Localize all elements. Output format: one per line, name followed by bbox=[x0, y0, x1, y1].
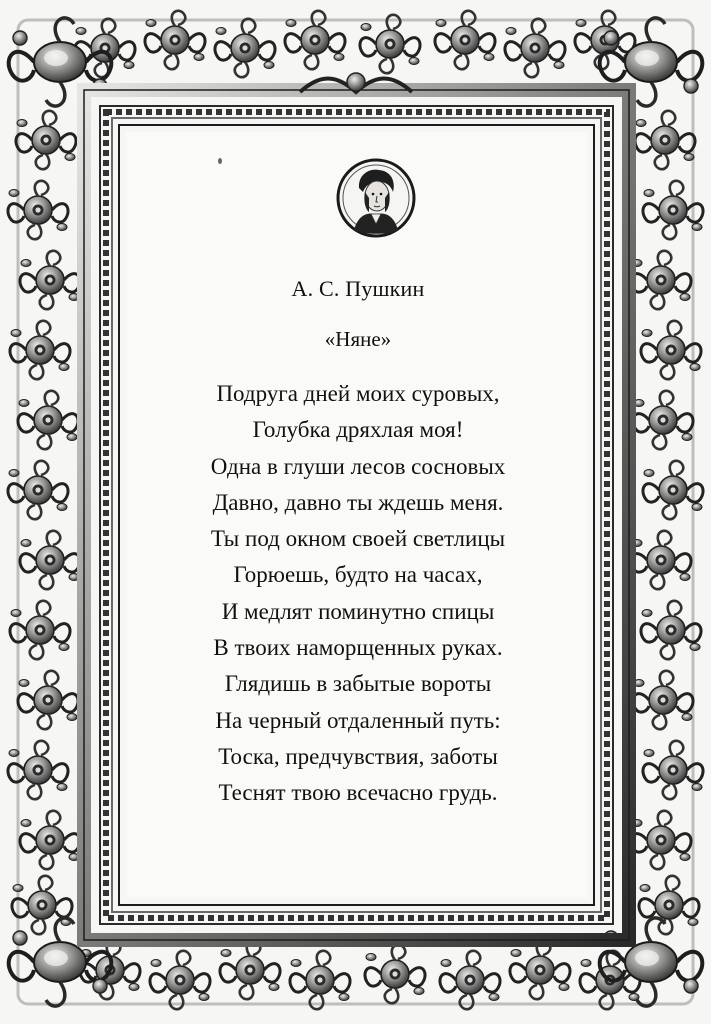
pushkin-portrait-icon bbox=[336, 158, 416, 238]
poem-title: «Няне» bbox=[324, 327, 392, 351]
poem-line: На черный отдаленный путь: bbox=[215, 707, 501, 733]
poem-line: Ты под окном своей светлицы bbox=[210, 526, 506, 552]
poem-panel bbox=[128, 138, 588, 886]
poem-author: А. С. Пушкин bbox=[291, 276, 425, 301]
poem-line: И медлят поминутно спицы bbox=[221, 598, 495, 624]
poem-line: Голубка дряхлая моя! bbox=[252, 417, 464, 443]
poem-line: Подруга дней моих суровых, bbox=[216, 381, 500, 406]
poem-line: Теснят твою всечасно грудь. bbox=[218, 780, 498, 806]
poem-line: Горюешь, будто на часах, bbox=[233, 562, 483, 588]
poem-lines bbox=[128, 376, 588, 812]
poem-line: Тоска, предчувствия, заботы bbox=[218, 743, 498, 769]
scan-speck bbox=[218, 158, 222, 164]
poem-line: Глядишь в забытые вороты bbox=[224, 671, 492, 697]
poem-line: В твоих наморщенных руках. bbox=[213, 635, 503, 661]
poem-line: Одна в глуши лесов сосновых bbox=[210, 453, 506, 479]
poem-line: Давно, давно ты ждешь меня. bbox=[212, 489, 504, 515]
portrait-medallion bbox=[336, 158, 416, 238]
